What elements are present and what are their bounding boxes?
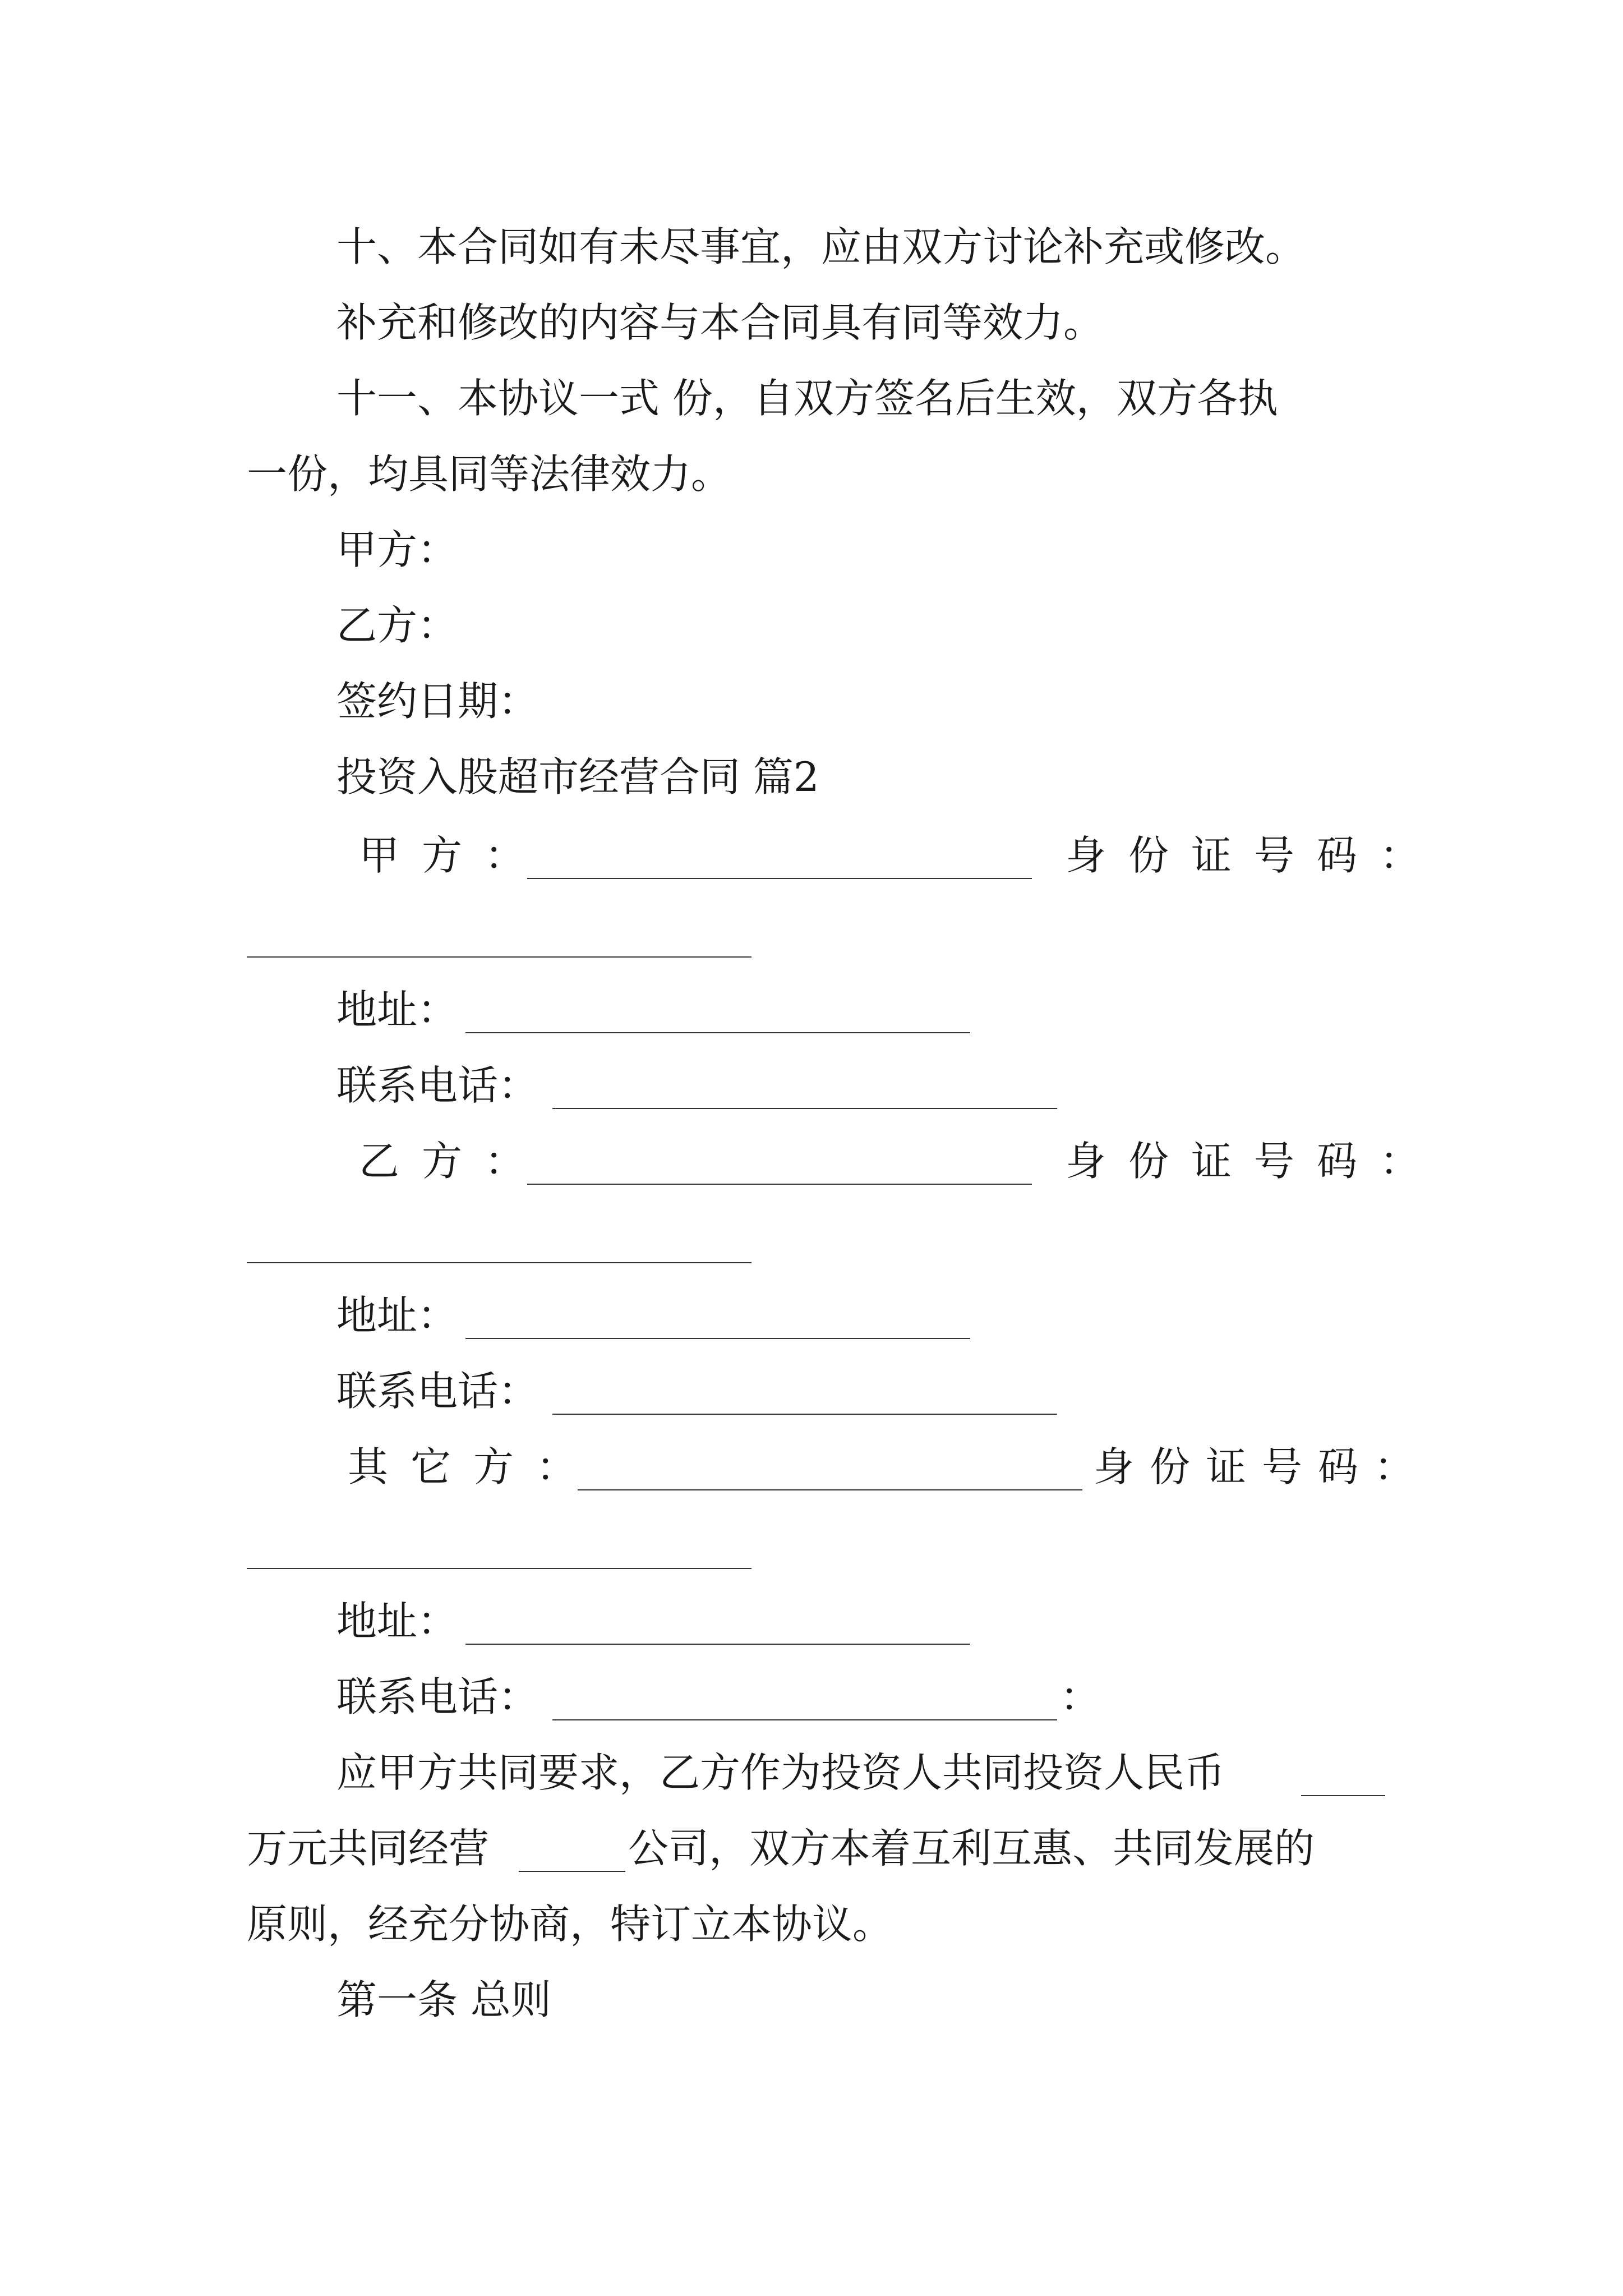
party-a-id-blank[interactable] (247, 956, 751, 958)
party-a-id-label: 身份证号码： (1066, 832, 1443, 879)
party-b-id-blank[interactable] (247, 1262, 751, 1263)
other-party-phone-blank[interactable] (552, 1719, 1057, 1720)
investment-amount-blank[interactable] (1301, 1795, 1385, 1796)
party-a-phone-label: 联系电话： (336, 1062, 539, 1109)
party-a-signature-label: 甲方： (336, 526, 458, 573)
other-party-id-label: 身份证号码： (1094, 1443, 1431, 1490)
intro-paragraph-line-2-start: 万元共同经营 (247, 1825, 490, 1872)
other-party-address-blank[interactable] (465, 1644, 970, 1645)
intro-paragraph-line-1: 应甲方共同要求，乙方作为投资人共同投资人民币 (336, 1749, 1225, 1796)
party-a-address-label: 地址： (336, 986, 458, 1033)
article-1-heading: 第一条 总则 (336, 1976, 551, 2023)
other-party-label: 其它方： (348, 1443, 600, 1490)
party-b-id-label: 身份证号码： (1066, 1138, 1443, 1185)
party-a-label: 甲方： (359, 832, 548, 879)
party-a-phone-blank[interactable] (552, 1108, 1057, 1109)
party-b-label: 乙方： (359, 1138, 548, 1185)
party-b-signature-label: 乙方： (336, 602, 458, 649)
intro-paragraph-line-2-end: 公司，双方本着互利互惠、共同发展的 (628, 1825, 1315, 1872)
other-party-id-blank[interactable] (247, 1568, 751, 1569)
party-b-address-label: 地址： (336, 1292, 458, 1339)
clause-11-line-2: 一份，均具同等法律效力。 (247, 450, 732, 498)
clause-10-line-2: 补充和修改的内容与本合同具有同等效力。 (336, 299, 1104, 346)
party-a-address-blank[interactable] (465, 1032, 970, 1033)
clause-10-line-1: 十、本合同如有未尽事宜，应由双方讨论补充或修改。 (336, 223, 1306, 270)
other-party-phone-colon: ： (1060, 1673, 1101, 1720)
contract-title: 投资入股超市经营合同 篇2 (336, 753, 819, 800)
other-party-address-label: 地址： (336, 1598, 458, 1645)
sign-date-label: 签约日期： (336, 678, 539, 725)
party-b-phone-label: 联系电话： (336, 1368, 539, 1415)
intro-paragraph-line-3: 原则，经充分协商，特订立本协议。 (247, 1901, 893, 1948)
other-party-phone-label: 联系电话： (336, 1673, 539, 1720)
party-b-phone-blank[interactable] (552, 1414, 1057, 1415)
party-b-address-blank[interactable] (465, 1338, 970, 1339)
company-name-blank[interactable] (519, 1871, 625, 1872)
other-party-name-blank[interactable] (578, 1489, 1082, 1490)
clause-11-line-1: 十一、本协议一式 份，自双方签名后生效，双方各执 (336, 375, 1278, 422)
party-b-name-blank[interactable] (527, 1184, 1032, 1185)
party-a-name-blank[interactable] (527, 878, 1032, 879)
